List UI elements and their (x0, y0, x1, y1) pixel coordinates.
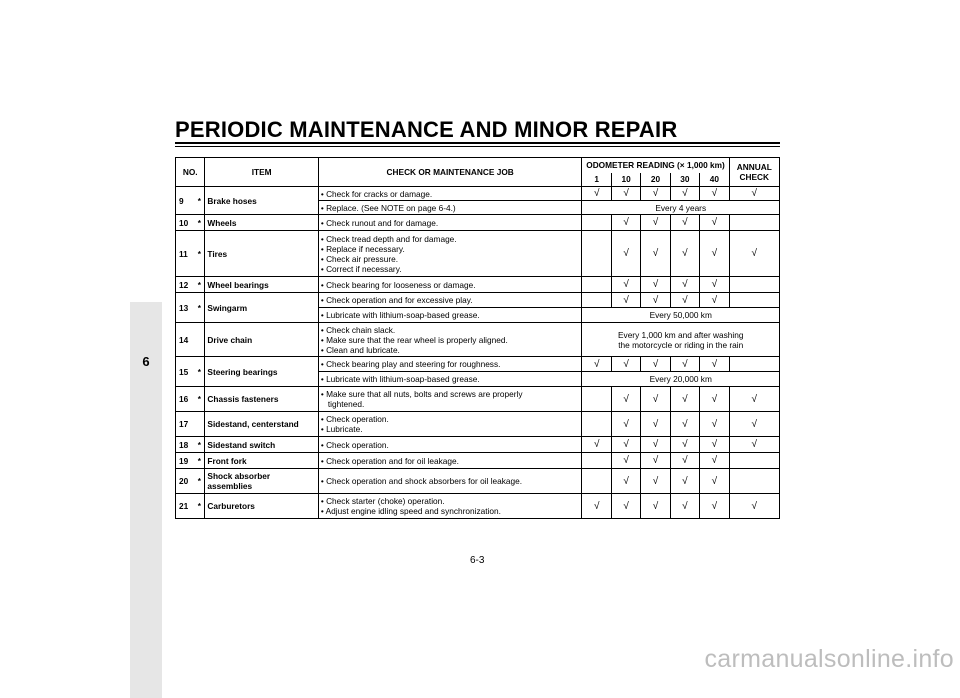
asterisk: * (194, 293, 205, 323)
row-number: 17 (176, 412, 195, 437)
row-number: 16 (176, 387, 195, 412)
chapter-number: 6 (142, 354, 150, 369)
item-name: Wheels (205, 215, 318, 231)
check-mark: √ (641, 293, 670, 308)
header-odo-1: 1 (582, 173, 611, 187)
job-text: • Check operation and for excessive play. (318, 293, 582, 308)
header-job: CHECK OR MAINTENANCE JOB (318, 158, 582, 187)
check-mark: √ (700, 412, 729, 437)
empty-cell (729, 215, 779, 231)
interval-text: Every 50,000 km (582, 308, 780, 323)
check-mark: √ (611, 357, 640, 372)
job-line: • Clean and lubricate. (320, 344, 400, 355)
asterisk: * (194, 187, 205, 215)
table-row (176, 469, 780, 494)
row-number: 18 (176, 437, 195, 453)
item-name: Front fork (205, 453, 318, 469)
asterisk: * (194, 277, 205, 293)
job-line: • Check air pressure. (320, 253, 399, 264)
asterisk: * (194, 387, 205, 412)
item-name: Carburetors (205, 494, 318, 519)
asterisk: * (194, 231, 205, 277)
check-mark: √ (670, 494, 699, 519)
check-mark: √ (729, 187, 779, 201)
asterisk (194, 323, 205, 357)
check-mark: √ (611, 231, 640, 277)
asterisk (194, 412, 205, 437)
check-mark: √ (641, 437, 670, 453)
check-mark: √ (700, 277, 729, 293)
empty-cell (582, 453, 611, 469)
row-number: 21 (176, 494, 195, 519)
header-no: NO. (176, 158, 205, 187)
interval-text (582, 323, 780, 357)
row-number: 19 (176, 453, 195, 469)
job-text: • Check runout and for damage. (318, 215, 582, 231)
check-mark: √ (670, 231, 699, 277)
item-name: Drive chain (205, 323, 318, 357)
check-mark: √ (700, 387, 729, 412)
check-mark: √ (729, 494, 779, 519)
watermark: carmanualsonline.info (704, 645, 954, 673)
check-mark: √ (670, 412, 699, 437)
asterisk: * (194, 215, 205, 231)
empty-cell (582, 387, 611, 412)
item-name: Sidestand switch (205, 437, 318, 453)
empty-cell (729, 277, 779, 293)
job-text (318, 494, 582, 519)
check-mark: √ (611, 494, 640, 519)
check-mark: √ (611, 277, 640, 293)
job-text (318, 323, 582, 357)
row-number: 13 (176, 293, 195, 323)
check-mark: √ (700, 231, 729, 277)
check-mark: √ (700, 494, 729, 519)
check-mark: √ (582, 187, 611, 201)
job-line: tightened. (327, 399, 365, 409)
table-row (176, 494, 780, 519)
row-number: 20 (176, 469, 195, 494)
check-mark: √ (611, 387, 640, 412)
interval-line: Every 1,000 km and after washing (618, 329, 744, 340)
header-item: ITEM (205, 158, 318, 187)
check-mark: √ (729, 437, 779, 453)
row-number: 15 (176, 357, 195, 387)
item-name: Brake hoses (205, 187, 318, 215)
check-mark: √ (641, 469, 670, 494)
check-mark: √ (582, 357, 611, 372)
check-mark: √ (700, 215, 729, 231)
check-mark: √ (611, 187, 640, 201)
item-name: Wheel bearings (205, 277, 318, 293)
check-mark: √ (611, 215, 640, 231)
page-number: 6-3 (470, 555, 485, 566)
header-odo-40: 40 (700, 173, 729, 187)
check-mark: √ (611, 469, 640, 494)
row-number: 12 (176, 277, 195, 293)
asterisk: * (194, 453, 205, 469)
check-mark: √ (611, 412, 640, 437)
asterisk: * (194, 357, 205, 387)
asterisk: * (194, 494, 205, 519)
row-number: 9 (176, 187, 195, 215)
asterisk: * (194, 469, 205, 494)
job-text: • Check bearing for looseness or damage. (318, 277, 582, 293)
title-rule-thin (175, 146, 780, 147)
job-line: • Correct if necessary. (320, 263, 402, 274)
item-line: Shock absorber (207, 471, 271, 481)
table-row (176, 323, 780, 357)
table-row (176, 231, 780, 277)
empty-cell (582, 215, 611, 231)
check-mark: √ (582, 494, 611, 519)
item-name: Sidestand, centerstand (205, 412, 318, 437)
empty-cell (582, 412, 611, 437)
maintenance-schedule-table (175, 157, 780, 519)
check-mark: √ (641, 277, 670, 293)
job-text (318, 231, 582, 277)
interval-text: Every 20,000 km (582, 372, 780, 387)
empty-cell (582, 293, 611, 308)
job-text: • Check for cracks or damage. (318, 187, 582, 201)
check-mark: √ (700, 357, 729, 372)
check-mark: √ (700, 453, 729, 469)
row-number: 11 (176, 231, 195, 277)
item-line: assemblies (207, 481, 253, 491)
empty-cell (729, 469, 779, 494)
job-text (318, 387, 582, 412)
check-mark: √ (611, 437, 640, 453)
table-row (176, 437, 780, 453)
check-mark: √ (729, 231, 779, 277)
job-line: • Check starter (choke) operation. (320, 496, 445, 506)
job-line: • Check operation. (320, 414, 389, 424)
check-mark: √ (670, 437, 699, 453)
check-mark: √ (641, 215, 670, 231)
header-annual: ANNUAL CHECK (729, 158, 779, 187)
job-text: • Check operation. (318, 437, 582, 453)
check-mark: √ (641, 494, 670, 519)
table-row (176, 187, 780, 201)
check-mark: √ (641, 412, 670, 437)
interval-text: Every 4 years (582, 201, 780, 215)
item-name: Steering bearings (205, 357, 318, 387)
item-name: Chassis fasteners (205, 387, 318, 412)
job-line: • Lubricate. (320, 424, 363, 434)
check-mark: √ (729, 387, 779, 412)
header-odo-20: 20 (641, 173, 670, 187)
table-row (176, 357, 780, 372)
empty-cell (582, 231, 611, 277)
check-mark: √ (670, 293, 699, 308)
check-mark: √ (670, 215, 699, 231)
job-line: • Make sure that the rear wheel is properly aligned. (320, 334, 508, 345)
job-line: • Check tread depth and for damage. (320, 233, 457, 244)
job-text (318, 412, 582, 437)
check-mark: √ (670, 469, 699, 494)
job-text: • Check operation and for oil leakage. (318, 453, 582, 469)
check-mark: √ (700, 469, 729, 494)
check-mark: √ (700, 437, 729, 453)
row-number: 10 (176, 215, 195, 231)
table-row (176, 215, 780, 231)
check-mark: √ (670, 453, 699, 469)
job-text: • Lubricate with lithium-soap-based grease. (318, 372, 582, 387)
page-title: PERIODIC MAINTENANCE AND MINOR REPAIR (175, 117, 678, 142)
table-row (176, 387, 780, 412)
empty-cell (729, 293, 779, 308)
check-mark: √ (611, 453, 640, 469)
check-mark: √ (641, 387, 670, 412)
header-odometer: ODOMETER READING (× 1,000 km) (582, 158, 729, 173)
check-mark: √ (641, 187, 670, 201)
job-text: • Lubricate with lithium-soap-based grease. (318, 308, 582, 323)
empty-cell (582, 469, 611, 494)
header-odo-30: 30 (670, 173, 699, 187)
item-name: Tires (205, 231, 318, 277)
empty-cell (582, 277, 611, 293)
check-mark: √ (670, 187, 699, 201)
job-text: • Replace. (See NOTE on page 6-4.) (318, 201, 582, 215)
check-mark: √ (582, 437, 611, 453)
header-odo-10: 10 (611, 173, 640, 187)
check-mark: √ (641, 453, 670, 469)
check-mark: √ (611, 293, 640, 308)
asterisk: * (194, 437, 205, 453)
check-mark: √ (670, 357, 699, 372)
check-mark: √ (670, 387, 699, 412)
check-mark: √ (729, 412, 779, 437)
interval-line: the motorcycle or riding in the rain (618, 339, 744, 350)
job-line: • Replace if necessary. (320, 243, 405, 254)
row-number: 14 (176, 323, 195, 357)
check-mark: √ (700, 293, 729, 308)
job-line: • Adjust engine idling speed and synchronization. (320, 506, 501, 516)
item-name: Swingarm (205, 293, 318, 323)
check-mark: √ (641, 357, 670, 372)
table-row (176, 277, 780, 293)
job-text: • Check operation and shock absorbers for oil leakage. (318, 469, 582, 494)
table-row (176, 412, 780, 437)
check-mark: √ (641, 231, 670, 277)
job-text: • Check bearing play and steering for roughness. (318, 357, 582, 372)
table-row (176, 293, 780, 308)
empty-cell (729, 453, 779, 469)
job-line: • Check chain slack. (320, 324, 396, 335)
check-mark: √ (700, 187, 729, 201)
check-mark: √ (670, 277, 699, 293)
table-row (176, 453, 780, 469)
empty-cell (729, 357, 779, 372)
item-name (205, 469, 318, 494)
job-line: • Make sure that all nuts, bolts and screws are properly (320, 389, 523, 399)
title-rule (175, 142, 780, 144)
